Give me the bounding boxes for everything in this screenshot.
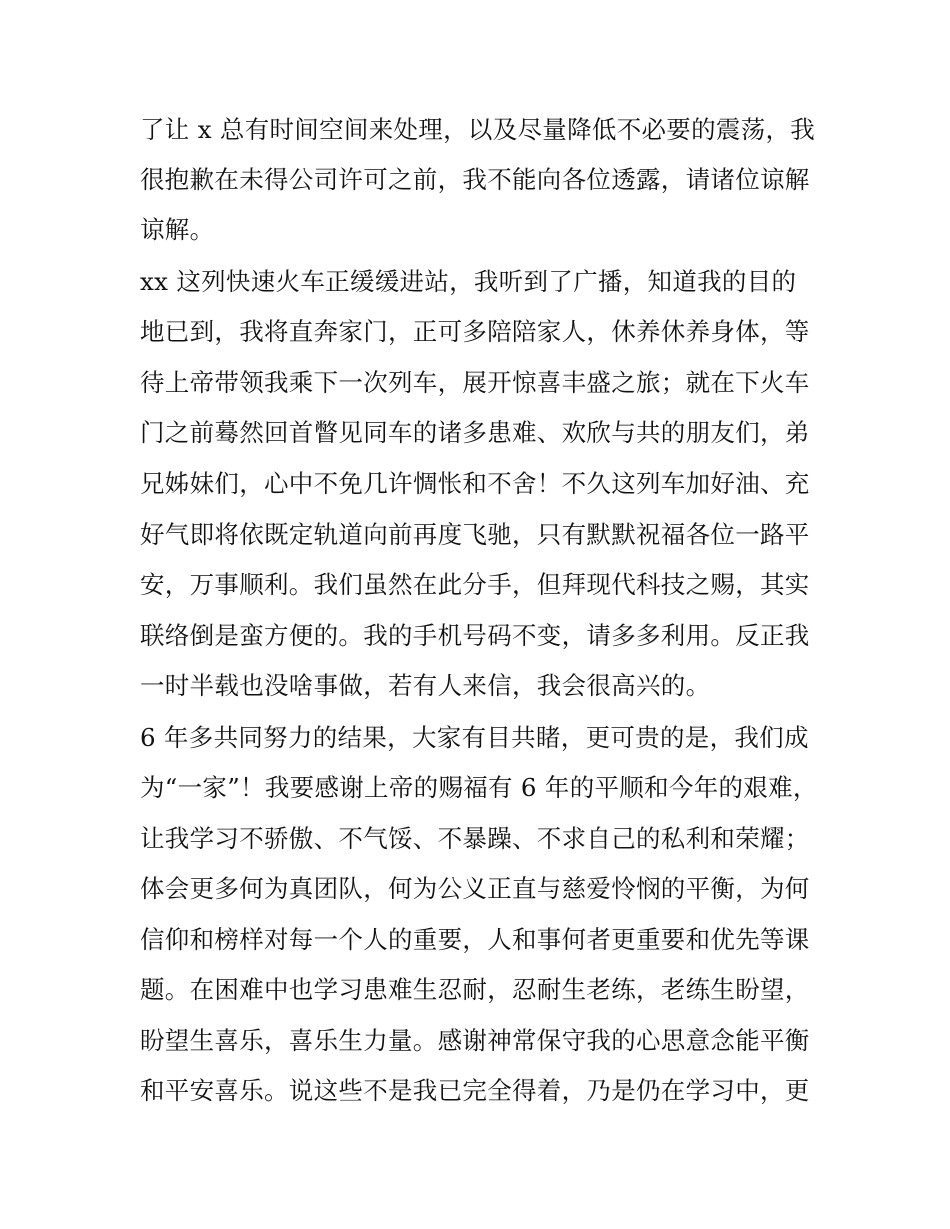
text-line: 地已到，我将直奔家门，正可多陪陪家人，休养休养身体，等	[140, 317, 810, 346]
text-line: 盼望生喜乐，喜乐生力量。感谢神常保守我的心思意念能平衡	[140, 1026, 810, 1055]
text-line: 谅解。	[140, 215, 215, 244]
text-line: 很抱歉在未得公司许可之前，我不能向各位透露，请诸位谅解	[140, 165, 810, 194]
text-line: 信仰和榜样对每一个人的重要，人和事何者更重要和优先等课	[140, 925, 810, 954]
text-line: 和平安喜乐。说这些不是我已完全得着，乃是仍在学习中，更	[140, 1076, 810, 1105]
text-line: 一时半载也没啥事做，若有人来信，我会很高兴的。	[140, 671, 711, 700]
text-line: 好气即将依既定轨道向前再度飞驰，只有默默祝福各位一路平	[140, 520, 810, 549]
text-line: 门之前蓦然回首瞥见同车的诸多患难、欢欣与共的朋友们，弟	[140, 418, 810, 447]
text-line: 了让 x 总有时间空间来处理，以及尽量降低不必要的震荡，我	[140, 115, 816, 144]
text-line: 安，万事顺利。我们虽然在此分手，但拜现代科技之赐，其实	[140, 570, 810, 599]
text-line: 体会更多何为真团队，何为公义正直与慈爱怜悯的平衡，为何	[140, 874, 810, 903]
text-line: 兄姊妹们，心中不免几许惆怅和不舍！不久这列车加好油、充	[140, 469, 810, 498]
text-line: 题。在困难中也学习患难生忍耐，忍耐生老练，老练生盼望，	[140, 975, 810, 1004]
text-line: 为“一家”！我要感谢上帝的赐福有 6 年的平顺和今年的艰难，	[140, 773, 818, 802]
text-line: 让我学习不骄傲、不气馁、不暴躁、不求自己的私利和荣耀；	[140, 824, 810, 853]
text-line: 联络倒是蛮方便的。我的手机号码不变，请多多利用。反正我	[140, 621, 810, 650]
text-line: 待上帝带领我乘下一次列车，展开惊喜丰盛之旅；就在下火车	[140, 368, 810, 397]
text-line: 6 年多共同努力的结果，大家有目共睹，更可贵的是，我们成	[140, 723, 809, 752]
text-line: xx 这列快速火车正缓缓进站，我听到了广播，知道我的目的	[140, 267, 797, 296]
